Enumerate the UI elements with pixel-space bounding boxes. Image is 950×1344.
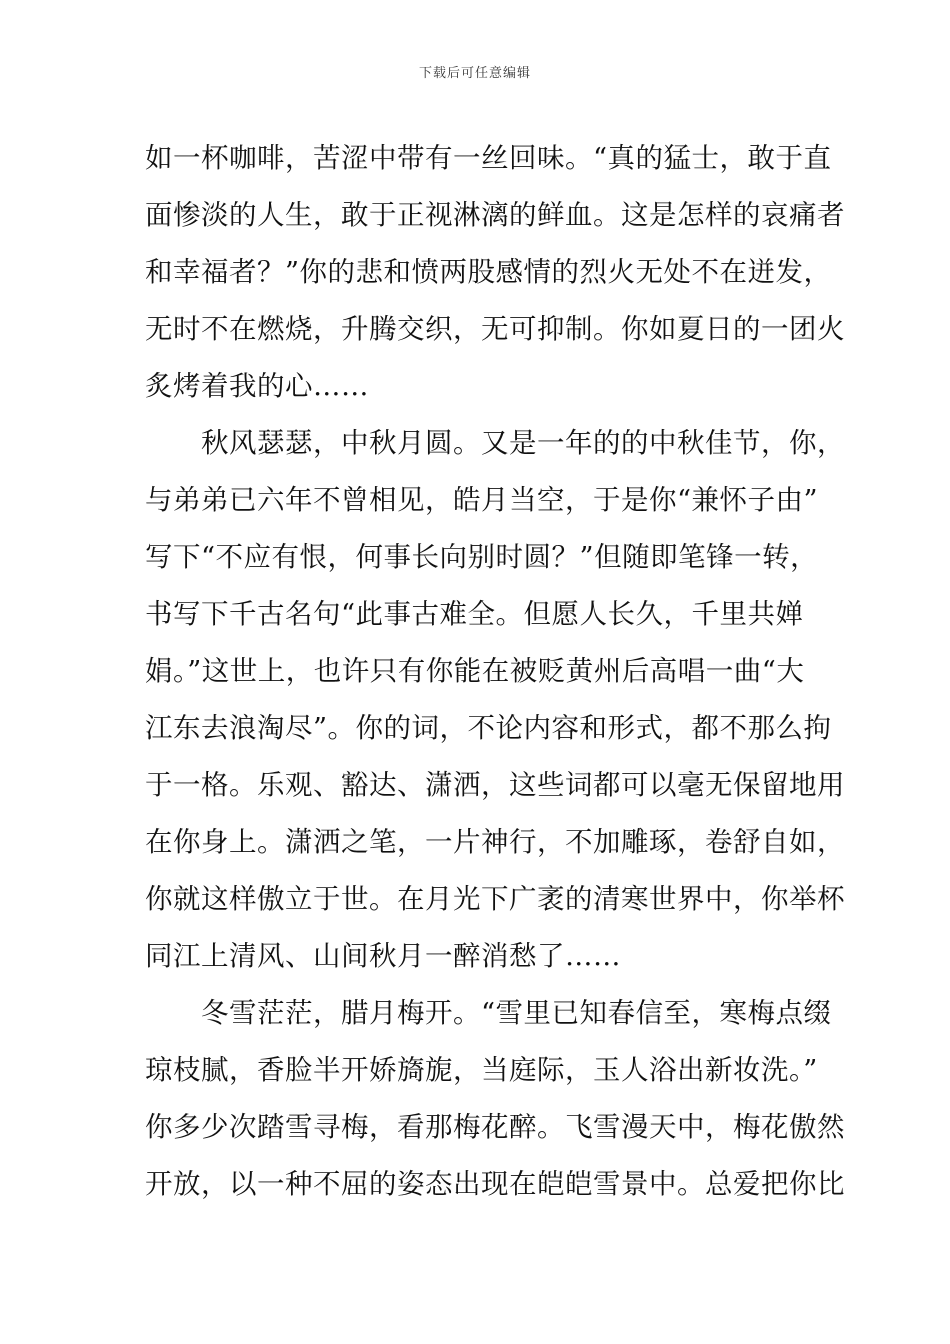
text-line: 炙烤着我的心…… (145, 370, 369, 402)
text-line: 如一杯咖啡，苦涩中带有一丝回味。“真的猛士，敢于直 (145, 142, 832, 174)
text-line: 江东去浪淘尽”。你的词，不论内容和形式，都不那么拘 (145, 712, 832, 744)
text-line: 冬雪茫茫，腊月梅开。“雪里已知春信至，寒梅点缀 (145, 997, 832, 1029)
text-line: 琼枝腻，香脸半开娇旖旎，当庭际，玉人浴出新妆洗。” (145, 1054, 818, 1086)
text-line: 同江上清风、山间秋月一醉消愁了…… (145, 940, 621, 972)
document-body (145, 130, 845, 1213)
text-line: 于一格。乐观、豁达、潇洒，这些词都可以毫无保留地用 (145, 769, 845, 801)
text-line: 写下“不应有恨，何事长向别时圆？”但随即笔锋一转， (145, 541, 819, 573)
page-header: 下载后可任意编辑 (418, 66, 531, 81)
text-line: 娟。”这世上，也许只有你能在被贬黄州后高唱一曲“大 (145, 655, 805, 687)
text-line: 面惨淡的人生，敢于正视淋漓的鲜血。这是怎样的哀痛者 (145, 199, 845, 231)
text-line: 书写下千古名句“此事古难全。但愿人长久，千里共婵 (145, 598, 804, 630)
text-line: 你多少次踏雪寻梅，看那梅花醉。飞雪漫天中，梅花傲然 (145, 1111, 845, 1143)
text-line: 秋风瑟瑟，中秋月圆。又是一年的的中秋佳节，你， (145, 427, 845, 459)
text-line: 无时不在燃烧，升腾交织，无可抑制。你如夏日的一团火 (145, 313, 845, 345)
text-line: 与弟弟已六年不曾相见，皓月当空，于是你“兼怀子由” (145, 484, 819, 516)
text-line: 在你身上。潇洒之笔，一片神行，不加雕琢，卷舒自如， (145, 826, 845, 858)
text-line: 你就这样傲立于世。在月光下广袤的清寒世界中，你举杯 (145, 883, 845, 915)
text-line: 和幸福者？”你的悲和愤两股感情的烈火无处不在迸发， (145, 256, 832, 288)
text-line: 开放，以一种不屈的姿态出现在皑皑雪景中。总爱把你比 (145, 1168, 845, 1200)
